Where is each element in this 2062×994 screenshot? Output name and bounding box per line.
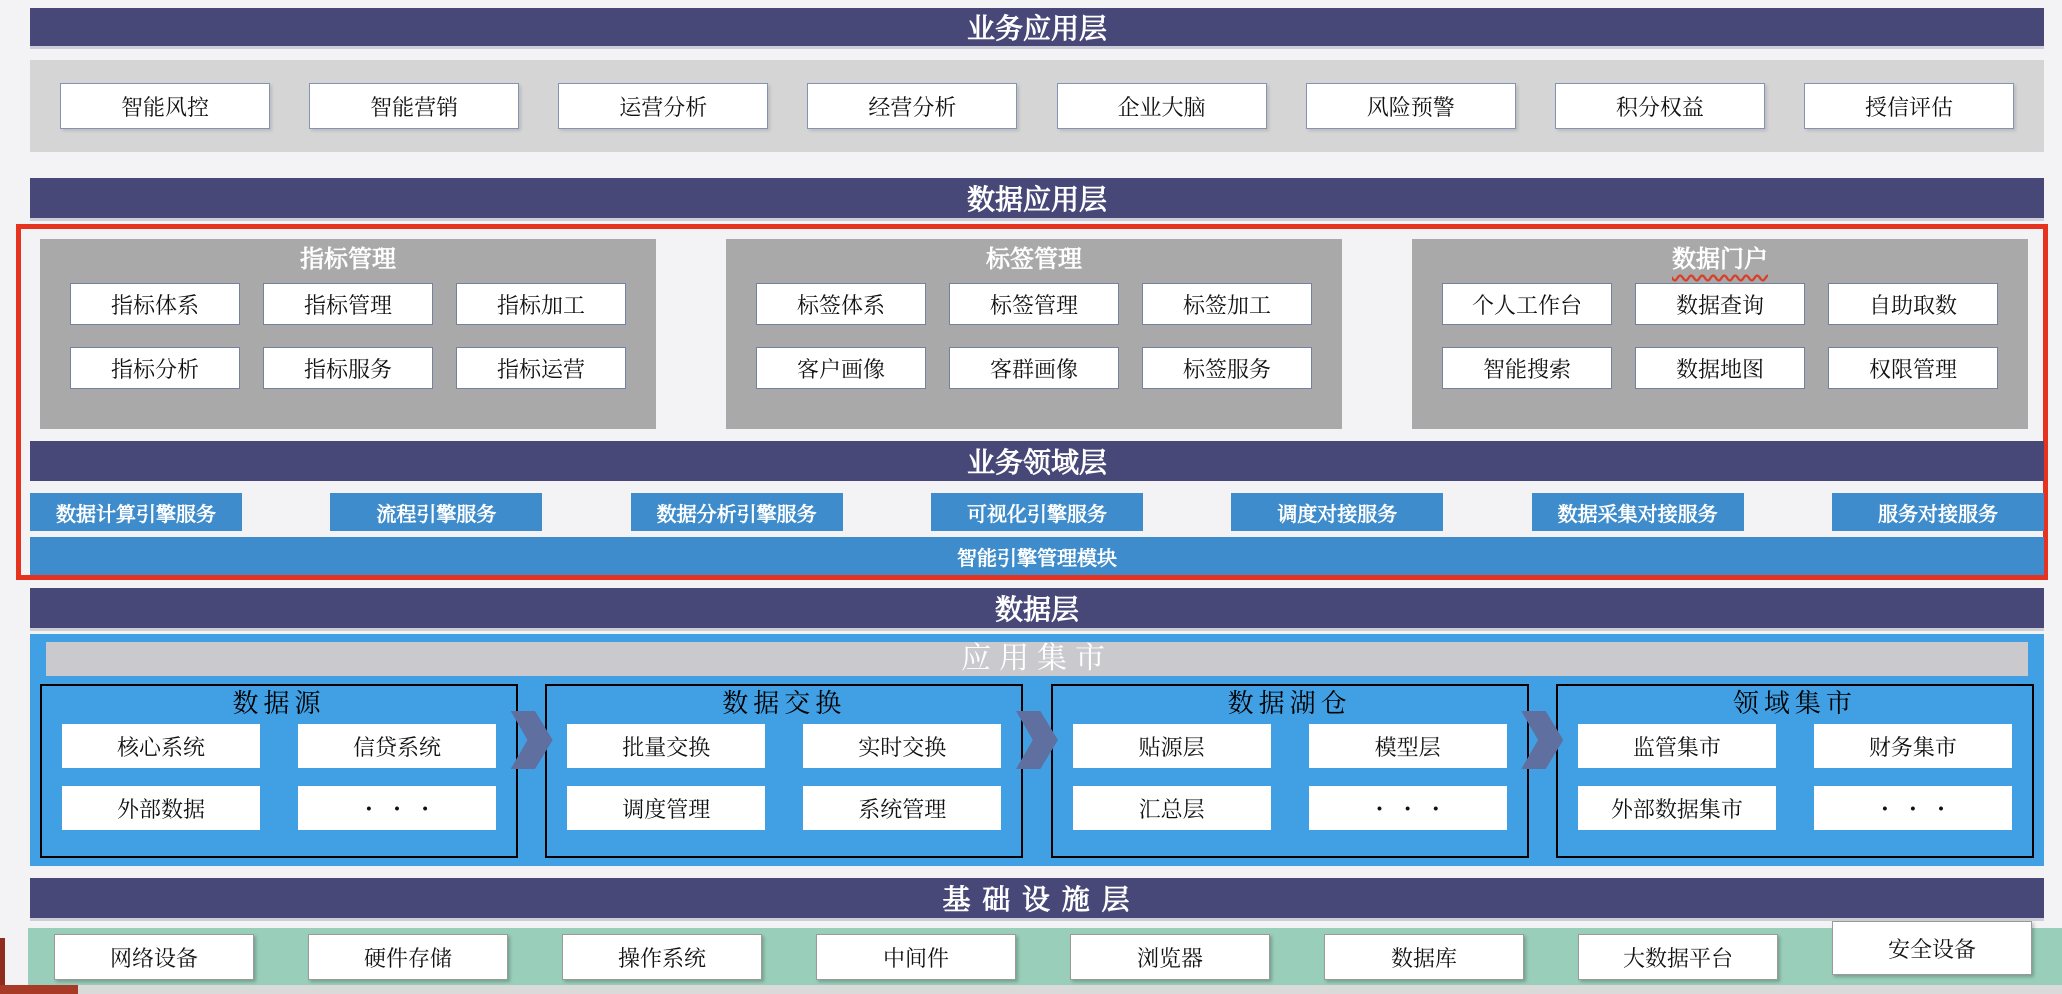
business-app-item: 智能营销 (309, 83, 519, 129)
panel-item: 核心系统 (62, 724, 260, 768)
business-app-item: 风险预警 (1306, 83, 1516, 129)
service-button: 服务对接服务 (1832, 493, 2044, 531)
panel-item: 财务集市 (1814, 724, 2012, 768)
business-app-item: 积分权益 (1555, 83, 1765, 129)
panel-item: 标签加工 (1142, 283, 1312, 325)
business-app-item: 运营分析 (558, 83, 768, 129)
infra-item: 中间件 (816, 934, 1016, 980)
panel-item: ・ ・ ・ (1814, 786, 2012, 830)
bottom-edge-strip (0, 985, 2062, 994)
infrastructure-band (28, 928, 2062, 986)
panel-data-exchange (545, 684, 1023, 858)
panel-item: 实时交换 (803, 724, 1001, 768)
panel-item: 标签服务 (1142, 347, 1312, 389)
panel-item: 标签体系 (756, 283, 926, 325)
red-highlight-frame (16, 224, 2048, 580)
layer-header-business-app: 业务应用层 (30, 8, 2044, 46)
panel-item: 汇总层 (1073, 786, 1271, 830)
panel-item: 指标体系 (70, 283, 240, 325)
panel-item: 客户画像 (756, 347, 926, 389)
panel-item: 监管集市 (1578, 724, 1776, 768)
service-button: 可视化引擎服务 (931, 493, 1143, 531)
business-app-item: 企业大脑 (1057, 83, 1267, 129)
panel-title-text: 数据门户 (1672, 246, 1768, 273)
service-button: 数据采集对接服务 (1532, 493, 1744, 531)
panel-item: 模型层 (1309, 724, 1507, 768)
panel-item: 指标服务 (263, 347, 433, 389)
engine-service-row (30, 493, 2044, 531)
infra-item: 安全设备 (1832, 921, 2032, 975)
panel-item: 系统管理 (803, 786, 1001, 830)
panel-title: 标签管理 (986, 246, 1082, 273)
business-app-item: 智能风控 (60, 83, 270, 129)
panel-item: 权限管理 (1828, 347, 1998, 389)
panel-title: 数据交换 (722, 689, 847, 718)
panel-indicator-management (40, 239, 656, 429)
panel-item: 个人工作台 (1442, 283, 1612, 325)
panel-title: 领域集市 (1732, 689, 1857, 718)
layer-header-data: 数据层 (30, 588, 2044, 628)
panel-item: 信贷系统 (298, 724, 496, 768)
slide-edge-accent (0, 985, 78, 994)
service-button: 流程引擎服务 (330, 493, 542, 531)
business-app-item: 授信评估 (1804, 83, 2014, 129)
infra-item: 浏览器 (1070, 934, 1270, 980)
data-app-panels-row (40, 239, 2028, 429)
panel-item: 指标加工 (456, 283, 626, 325)
panel-item: 调度管理 (567, 786, 765, 830)
panel-item: 自助取数 (1828, 283, 1998, 325)
panel-title: 数据源 (232, 689, 326, 718)
panel-item: 数据查询 (1635, 283, 1805, 325)
data-flow-row (40, 684, 2034, 858)
panel-item: 批量交换 (567, 724, 765, 768)
panel-item: ・ ・ ・ (298, 786, 496, 830)
business-app-band (30, 60, 2044, 152)
panel-item: 指标分析 (70, 347, 240, 389)
infra-item: 硬件存储 (308, 934, 508, 980)
panel-data-source (40, 684, 518, 858)
panel-item: 指标管理 (263, 283, 433, 325)
panel-item: 外部数据 (62, 786, 260, 830)
application-mart-bar: 应用集市 (46, 642, 2028, 676)
layer-header-business-domain: 业务领域层 (30, 441, 2044, 481)
infra-item: 网络设备 (54, 934, 254, 980)
service-button: 数据分析引擎服务 (631, 493, 843, 531)
service-button: 调度对接服务 (1231, 493, 1443, 531)
panel-title: 指标管理 (300, 246, 396, 273)
panel-item: 客群画像 (949, 347, 1119, 389)
engine-management-bar: 智能引擎管理模块 (30, 537, 2044, 575)
panel-data-lakehouse (1051, 684, 1529, 858)
panel-item: 数据地图 (1635, 347, 1805, 389)
panel-item: 外部数据集市 (1578, 786, 1776, 830)
panel-title (1442, 245, 1998, 275)
infra-item: 数据库 (1324, 934, 1524, 980)
business-app-item: 经营分析 (807, 83, 1017, 129)
layer-header-data-app: 数据应用层 (30, 178, 2044, 218)
infra-item: 操作系统 (562, 934, 762, 980)
service-button: 数据计算引擎服务 (30, 493, 242, 531)
panel-item: 贴源层 (1073, 724, 1271, 768)
panel-tag-management (726, 239, 1342, 429)
panel-item: 标签管理 (949, 283, 1119, 325)
panel-item: 指标运营 (456, 347, 626, 389)
layer-header-infrastructure: 基 础 设 施 层 (30, 878, 2044, 918)
panel-data-portal (1412, 239, 2028, 429)
panel-domain-mart (1556, 684, 2034, 858)
data-layer-container (30, 634, 2044, 866)
panel-item: ・ ・ ・ (1309, 786, 1507, 830)
panel-title: 数据湖仓 (1227, 689, 1352, 718)
panel-item: 智能搜索 (1442, 347, 1612, 389)
infra-item: 大数据平台 (1578, 934, 1778, 980)
